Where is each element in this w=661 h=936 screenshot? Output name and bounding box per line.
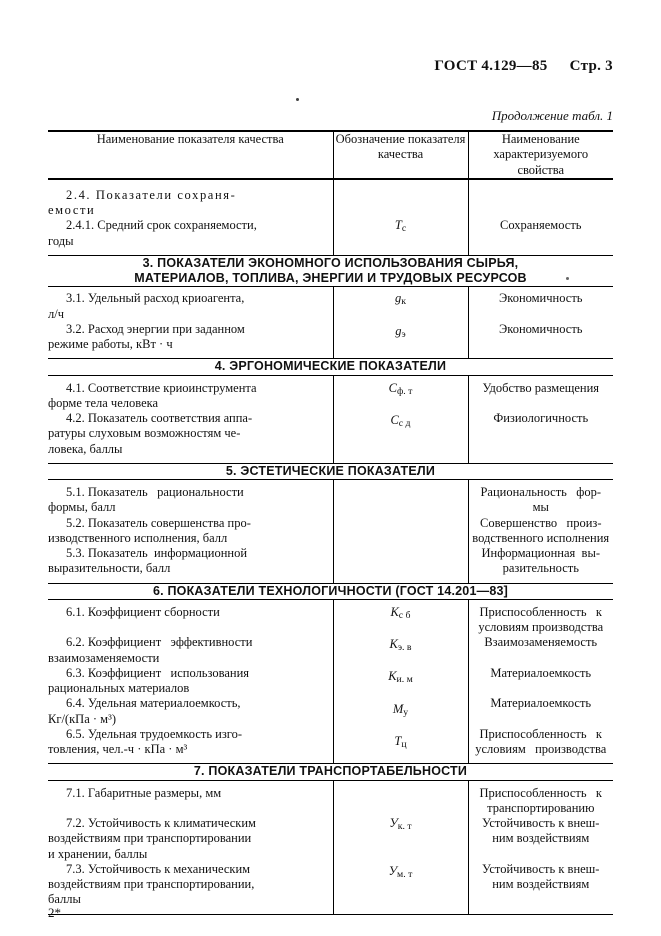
indicator-name: 4.1. Соответствие криоинструмента форме тела человека 4.2. Показатель соответствия аппа- ратуры слуховым возможностям че- ловека, баллы	[48, 380, 257, 456]
page-number: Стр. 3	[569, 58, 613, 74]
indicator-symbol: $С_{ф. т}$ $С_{с д}$	[333, 375, 468, 463]
table-row	[48, 287, 613, 359]
indicator-symbol: $У_{к. т}$ $У_{м. т}$	[333, 780, 468, 914]
table-row	[48, 599, 613, 764]
speck-artifact	[296, 98, 299, 101]
section-heading-5	[48, 463, 613, 479]
indicator-name: 2.4. Показатели сохраня- емости 2.4.1. Средний срок сохраняемости, годы	[48, 187, 257, 248]
table-row	[48, 375, 613, 463]
page-header	[434, 58, 613, 75]
indicator-property: Сохраняемость	[468, 179, 613, 256]
standard-number: ГОСТ 4.129—85	[434, 58, 548, 74]
section-heading-4	[48, 359, 613, 375]
indicator-name: 5.1. Показатель рациональности формы, балл 5.2. Показатель совершенства про- изводственного исполнения, балл 5.3. Показатель информационной выразительности, балл	[48, 485, 251, 576]
indicator-symbol: $Т_с$	[333, 179, 468, 256]
table-row	[48, 480, 613, 584]
indicator-property: Приспособленность к транспортированию Устойчивость к внеш- ним воздействиям Устойчивость к внеш- ним воздействиям	[468, 780, 613, 914]
column-header-symbol: Обозначение показателя качества	[333, 131, 468, 179]
section-heading-3-line1: 3. ПОКАЗАТЕЛИ ЭКОНОМНОГО ИСПОЛЬЗОВАНИЯ СЫРЬЯ,	[142, 255, 519, 270]
continuation-note: Продолжение табл. 1	[491, 108, 613, 123]
section-heading-7	[48, 764, 613, 780]
indicator-name: 6.1. Коэффициент сборности 6.2. Коэффициент эффективности взаимозаменяемости 6.3. Коэффициент использования рациональных материалов 6.4. Удельная материалоемкость, Кг/(кПа · м³) 6.5. Удельная трудоемкость изго- товления, чел.-ч · кПа · м³	[48, 604, 253, 756]
table-row	[48, 780, 613, 914]
section-heading-6	[48, 583, 613, 599]
quality-indicators-table	[48, 130, 613, 915]
indicator-property: Экономичность Экономичность	[468, 287, 613, 359]
column-header-name: Наименование показателя качества	[48, 131, 333, 179]
section-heading-6-line1: 6. ПОКАЗАТЕЛИ ТЕХНОЛОГИЧНОСТИ (ГОСТ 14.201—83]	[153, 583, 508, 598]
indicator-property: Рациональность фор- мы Совершенство произ- водственного исполнения Информационная вы- разительность	[468, 480, 613, 584]
table-header-row	[48, 131, 613, 179]
indicator-name: 3.1. Удельный расход криоагента, л/ч 3.2. Расход энергии при заданном режиме работы, кВт · ч	[48, 291, 245, 351]
indicator-property: Приспособленность к условиям производства Взаимозаменяемость Материалоемкость Материалоемкость Приспособленность к условиям производства	[468, 599, 613, 764]
section-heading-3	[48, 255, 613, 287]
column-header-property: Наименование характеризуемого свойства	[468, 131, 613, 179]
footer-signature: 2*	[48, 905, 61, 920]
table-row	[48, 179, 613, 256]
indicator-symbol	[333, 480, 468, 584]
section-heading-3-line2: МАТЕРИАЛОВ, ТОПЛИВА, ЭНЕРГИИ И ТРУДОВЫХ РЕСУРСОВ	[134, 271, 527, 285]
section-heading-5-line1: 5. ЭСТЕТИЧЕСКИЕ ПОКАЗАТЕЛИ	[225, 463, 436, 478]
indicator-symbol: $К_{с б}$ $К_{э. в}$ $К_{и. м}$ $М_у$ $Т_ц$	[333, 599, 468, 764]
indicator-property: Удобство размещения Физиологичность	[468, 375, 613, 463]
indicator-name: 7.1. Габаритные размеры, мм 7.2. Устойчивость к климатическим воздействиям при транспортировании и хранении, баллы 7.3. Устойчивость к механическим воздействиям при транспортировании, баллы	[48, 780, 333, 914]
indicator-symbol: $g_к$ $g_э$	[333, 287, 468, 359]
section-heading-4-line1: 4. ЭРГОНОМИЧЕСКИЕ ПОКАЗАТЕЛИ	[214, 359, 447, 374]
section-heading-7-line1: 7. ПОКАЗАТЕЛИ ТРАНСПОРТАБЕЛЬНОСТИ	[193, 764, 468, 779]
